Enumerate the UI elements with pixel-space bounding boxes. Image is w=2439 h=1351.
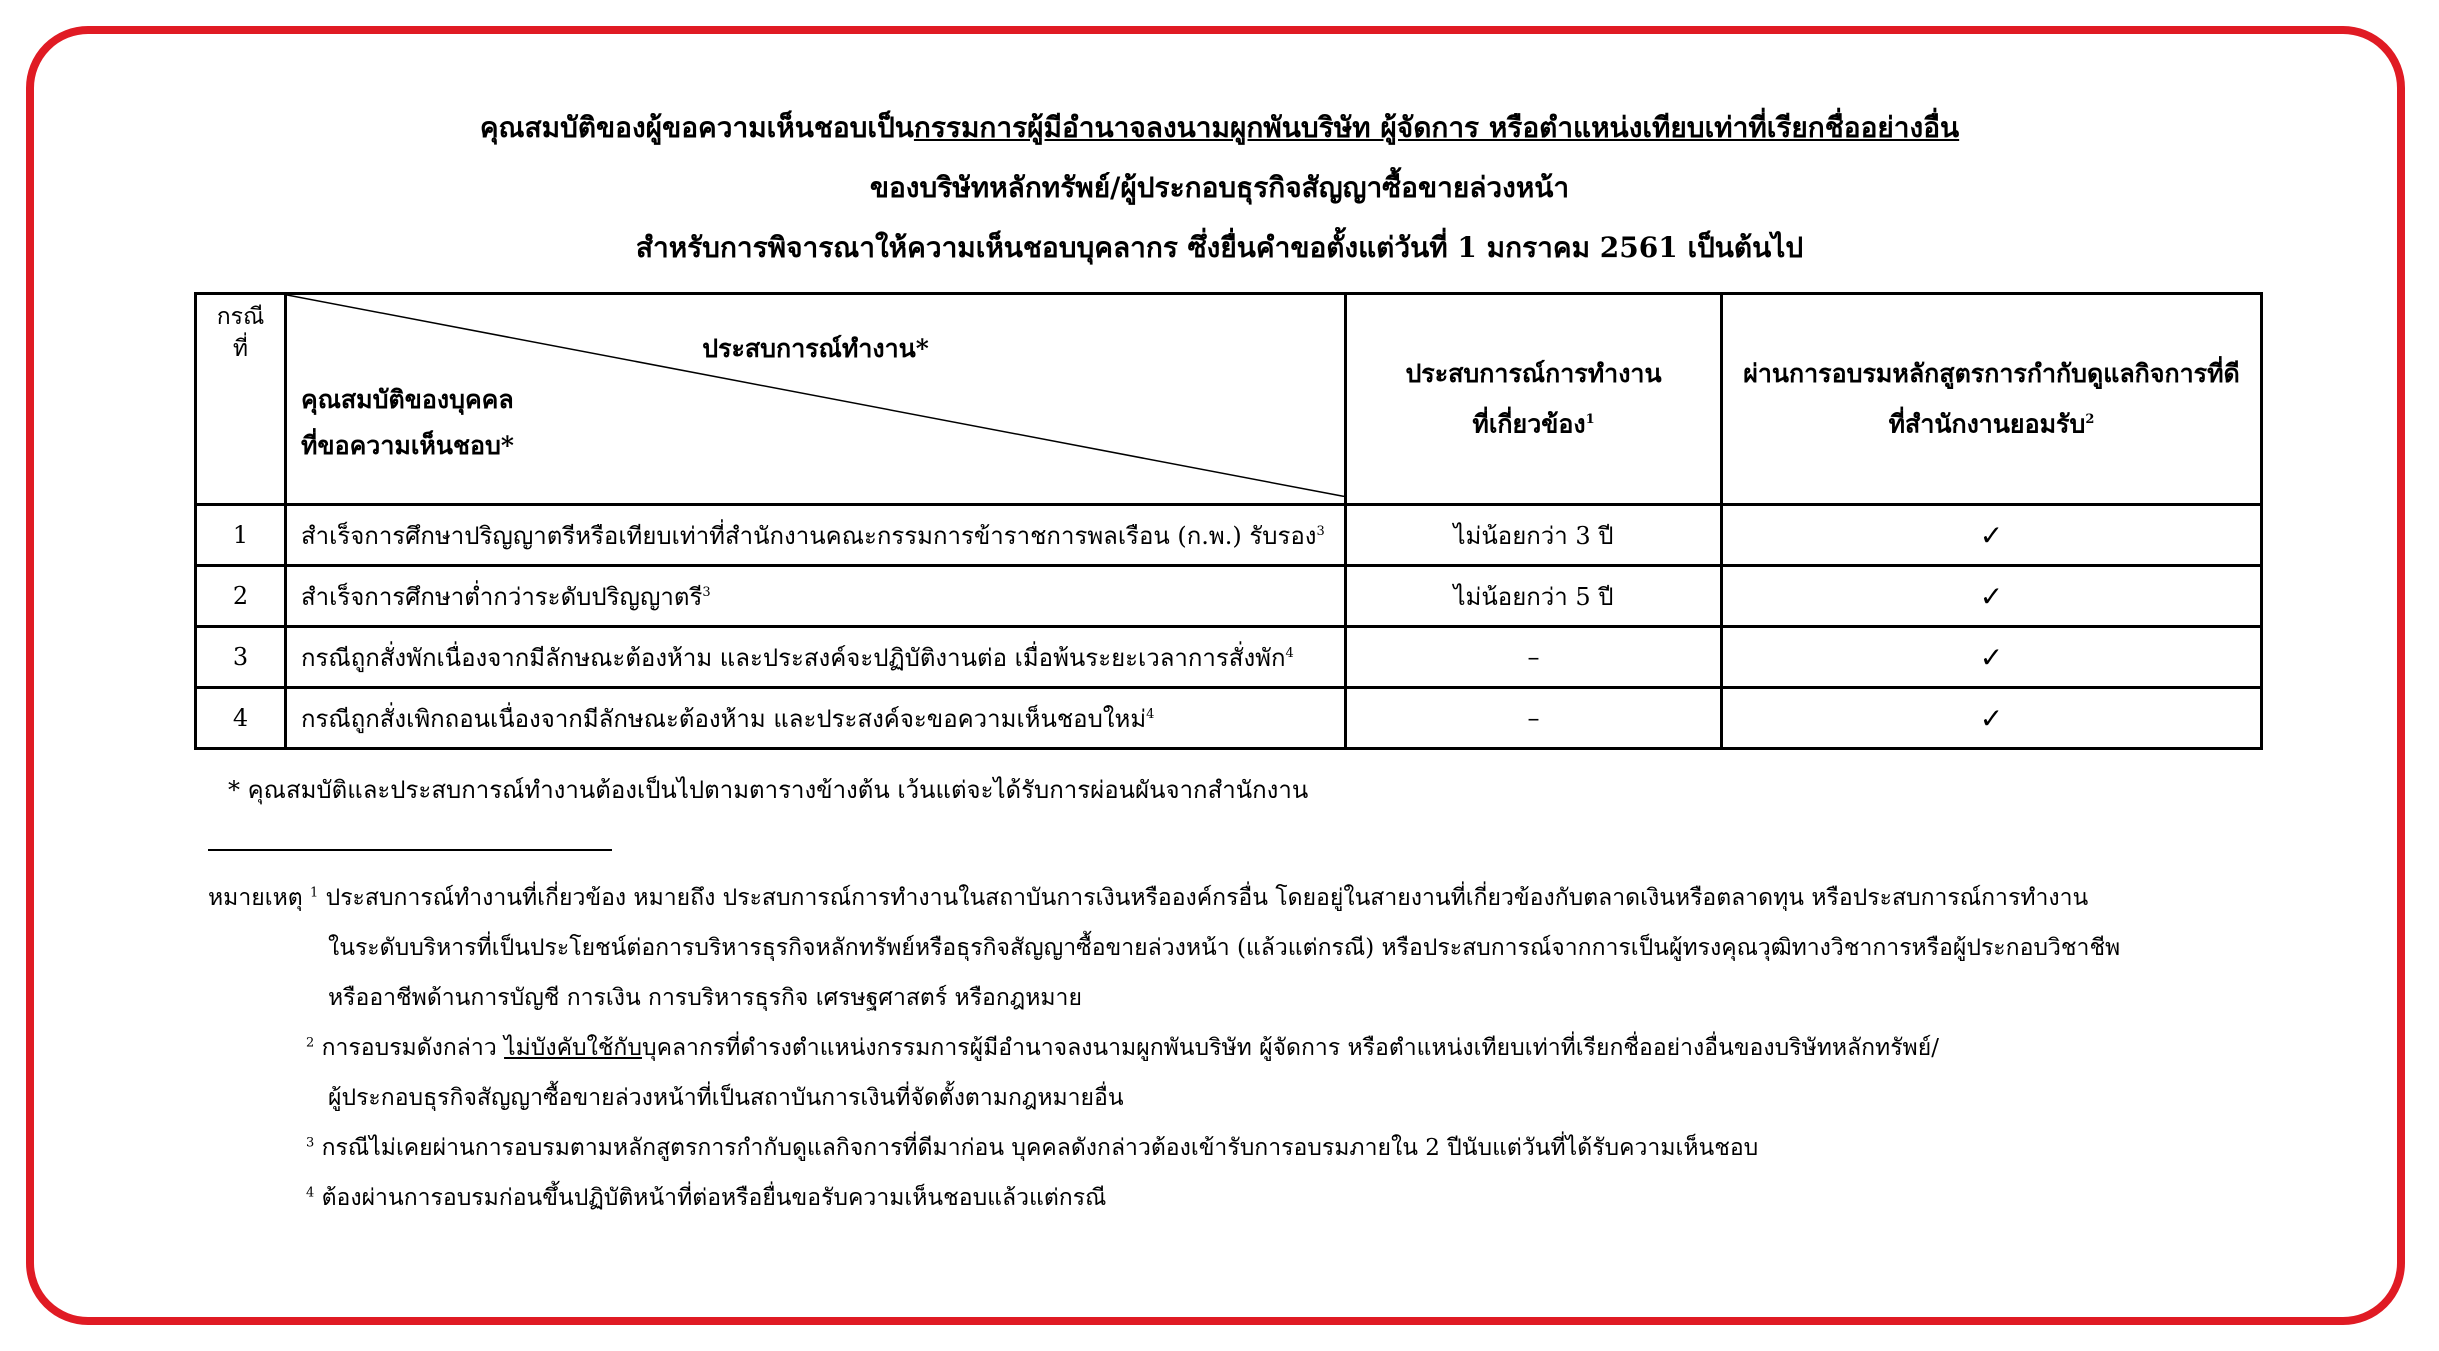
related-experience-header-text: ที่เกี่ยวข้อง: [1472, 409, 1586, 439]
qualification-cell: [286, 505, 1346, 566]
experience-cell: –: [1346, 627, 1722, 688]
note-4-text: ต้องผ่านการอบรมก่อนขึ้นปฏิบัติหน้าที่ต่อหรือยื่นขอรับความเห็นชอบแล้วแต่กรณี: [321, 1185, 1107, 1211]
footnote-ref: 3: [702, 584, 711, 600]
check-icon: ✓: [1722, 505, 2262, 566]
related-experience-header-line-1: ประสบการณ์การทำงาน: [1405, 358, 1662, 388]
experience-cell: –: [1346, 688, 1722, 749]
note-2-text-pre: การอบรมดังกล่าว: [321, 1035, 505, 1061]
asterisk-note: * คุณสมบัติและประสบการณ์ทำงานต้องเป็นไปตามตารางข้างต้น เว้นแต่จะได้รับการผ่อนผันจากสำนักงาน: [228, 776, 1309, 804]
note-1-number: 1: [310, 885, 319, 901]
qualification-text: สำเร็จการศึกษาปริญญาตรีหรือเทียบเท่าที่สำนักงานคณะกรรมการข้าราชการพลเรือน (ก.พ.) รับรอง: [301, 521, 1317, 550]
case-number: 4: [196, 688, 286, 749]
note-1-line-3: หรืออาชีพด้านการบัญชี การเงิน การบริหารธุรกิจ เศรษฐศาสตร์ หรือกฎหมาย: [328, 985, 1082, 1011]
case-number: 1: [196, 505, 286, 566]
qualification-header-line-2: ที่ขอความเห็นชอบ*: [301, 431, 514, 460]
footnote-ref: 3: [1316, 523, 1325, 539]
table-row: [196, 688, 2262, 749]
check-icon: ✓: [1722, 627, 2262, 688]
note-2-underlined: ไม่บังคับใช้กับ: [504, 1035, 642, 1061]
training-header: [1722, 294, 2262, 505]
document-title: [0, 98, 2439, 278]
check-icon: ✓: [1722, 566, 2262, 627]
qualification-table: [194, 292, 2263, 750]
title-line-3: สำหรับการพิจารณาให้ความเห็นชอบบุคลากร ซึ่งยื่นคำขอตั้งแต่วันที่ 1 มกราคม 2561 เป็นต้นไป: [635, 231, 1804, 264]
footnote-ref-1: 1: [1585, 411, 1595, 427]
qualification-header: [301, 377, 514, 469]
work-experience-header: ประสบการณ์ทำงาน*: [702, 334, 929, 363]
qualification-cell: [286, 627, 1346, 688]
note-2-line-1: [306, 1030, 1939, 1066]
qualification-cell: [286, 566, 1346, 627]
experience-cell: ไม่น้อยกว่า 5 ปี: [1346, 566, 1722, 627]
title-line-1-underlined: กรรมการผู้มีอำนาจลงนามผูกพันบริษัท ผู้จัดการ หรือตำแหน่งเทียบเท่าที่เรียกชื่ออย่างอื่น: [913, 111, 1960, 144]
qualification-cell: [286, 688, 1346, 749]
training-header-text: ที่สำนักงานยอมรับ: [1888, 409, 2086, 439]
note-2-number: 2: [306, 1035, 315, 1051]
qualification-header-line-1: คุณสมบัติของบุคคล: [301, 385, 514, 414]
case-number: 2: [196, 566, 286, 627]
case-header-line-1: กรณี: [216, 304, 265, 330]
related-experience-header-line-2: [1347, 397, 1720, 447]
footnote-divider: [208, 849, 612, 851]
experience-cell: ไม่น้อยกว่า 3 ปี: [1346, 505, 1722, 566]
case-number: 3: [196, 627, 286, 688]
note-2-text-post: บุคลากรที่ดำรงตำแหน่งกรรมการผู้มีอำนาจลงนามผูกพันบริษัท ผู้จัดการ หรือตำแหน่งเทียบเท่าที่เรียกชื่ออย่างอื่นของบริษัทหลักทรัพย์/: [641, 1035, 1939, 1061]
case-number-header: [196, 294, 286, 505]
training-header-line-1: ผ่านการอบรมหลักสูตรการกำกับดูแลกิจการที่ดี: [1743, 358, 2240, 388]
footnote-ref: 4: [1146, 706, 1155, 722]
note-3-number: 3: [306, 1135, 315, 1151]
note-1-line-1: [208, 880, 2088, 916]
note-1-text: ประสบการณ์ทำงานที่เกี่ยวข้อง หมายถึง ประสบการณ์การทำงานในสถาบันการเงินหรือองค์กรอื่น โดยอยู่ในสายงานที่เกี่ยวข้องกับตลาดเงินหรือตลาดทุน หรือประสบการณ์การทำงาน: [325, 885, 2089, 911]
title-line-1: [0, 98, 2439, 158]
note-3: [306, 1130, 1758, 1166]
title-line-2: ของบริษัทหลักทรัพย์/ผู้ประกอบธุรกิจสัญญาซื้อขายล่วงหน้า: [869, 171, 1570, 204]
note-4: [306, 1180, 1106, 1216]
check-icon: ✓: [1722, 688, 2262, 749]
table-row: [196, 505, 2262, 566]
qualification-text: กรณีถูกสั่งเพิกถอนเนื่องจากมีลักษณะต้องห้าม และประสงค์จะขอความเห็นชอบใหม่: [301, 704, 1147, 733]
note-1-line-2: ในระดับบริหารที่เป็นประโยชน์ต่อการบริหารธุรกิจหลักทรัพย์หรือธุรกิจสัญญาซื้อขายล่วงหน้า (แล้วแต่กรณี) หรือประสบการณ์จากการเป็นผู้ทรงคุณวุฒิทางวิชาการหรือผู้ประกอบวิชาชีพ: [328, 935, 2121, 961]
related-experience-header: [1346, 294, 1722, 505]
qualification-text: กรณีถูกสั่งพักเนื่องจากมีลักษณะต้องห้าม และประสงค์จะปฏิบัติงานต่อ เมื่อพ้นระยะเวลาการสั่งพัก: [301, 643, 1286, 672]
notes-label: หมายเหตุ: [208, 885, 303, 911]
table-row: [196, 566, 2262, 627]
footnote-ref: 4: [1285, 645, 1294, 661]
note-4-number: 4: [306, 1185, 315, 1201]
footnote-ref-2: 2: [2085, 411, 2095, 427]
note-3-text: กรณีไม่เคยผ่านการอบรมตามหลักสูตรการกำกับดูแลกิจการที่ดีมาก่อน บุคคลดังกล่าวต้องเข้ารับการอบรมภายใน 2 ปีนับแต่วันที่ได้รับความเห็นชอบ: [321, 1135, 1759, 1161]
case-header-line-2: ที่: [232, 336, 249, 362]
table-header-row: [196, 294, 2262, 505]
qualification-text: สำเร็จการศึกษาต่ำกว่าระดับปริญญาตรี: [301, 582, 703, 611]
note-2-line-2: ผู้ประกอบธุรกิจสัญญาซื้อขายล่วงหน้าที่เป็นสถาบันการเงินที่จัดตั้งตามกฎหมายอื่น: [328, 1085, 1124, 1111]
training-header-line-2: [1723, 397, 2260, 447]
title-line-1-text: คุณสมบัติของผู้ขอความเห็นชอบเป็น: [479, 111, 914, 144]
diagonal-header-cell: [286, 294, 1346, 505]
table-row: [196, 627, 2262, 688]
